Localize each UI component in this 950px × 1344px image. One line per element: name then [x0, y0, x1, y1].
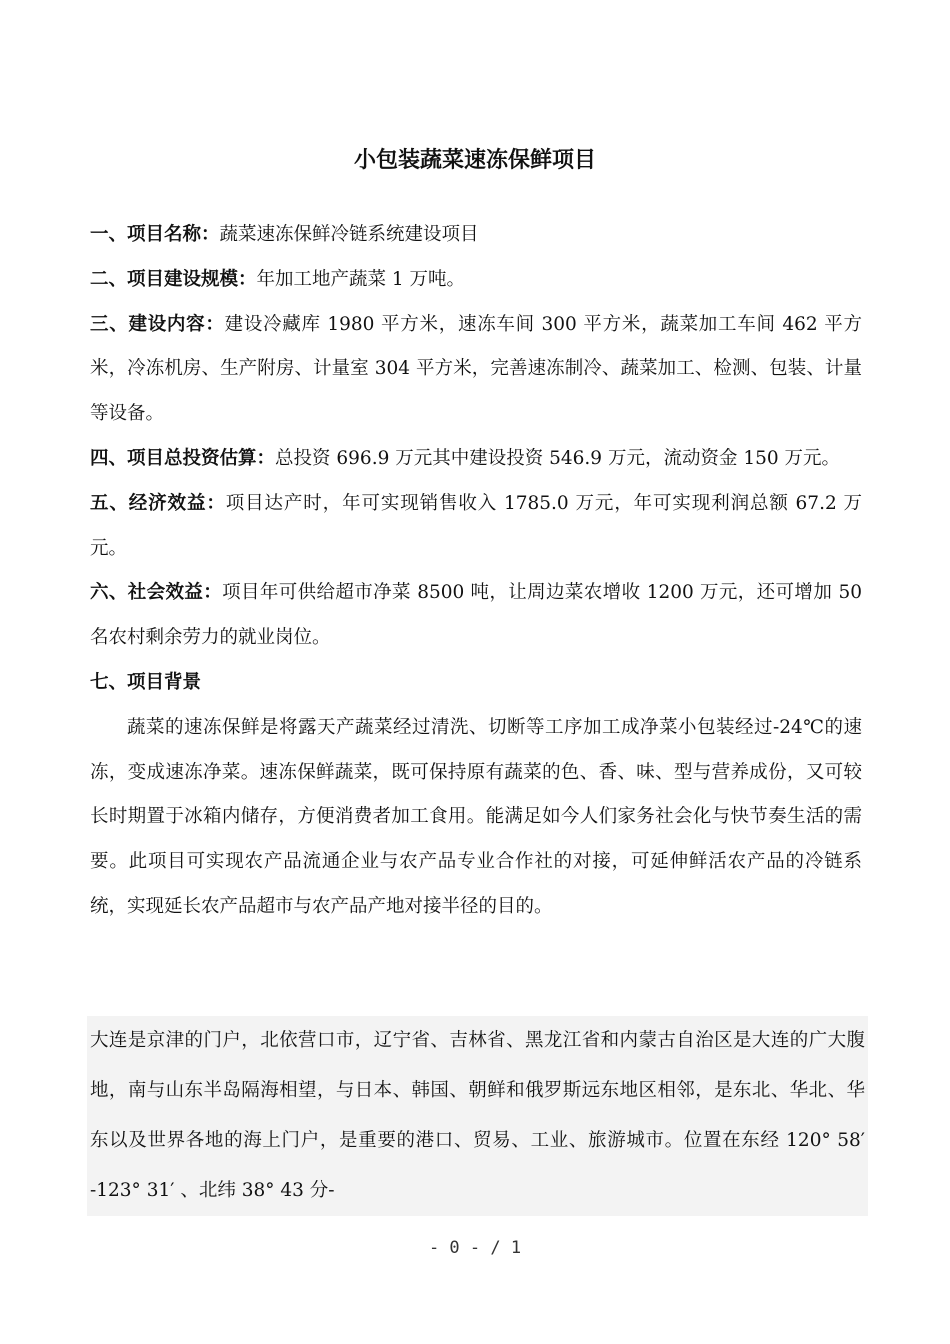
page-number: - 0 - / 1 [428, 1238, 522, 1258]
item-label: 二、项目建设规模： [90, 268, 257, 290]
item-text: 项目年可供给超市净菜 8500 吨，让周边菜农增收 1200 万元，还可增加 50 名农村剩余劳力的就业岗位。 [90, 582, 862, 649]
item-text: 建设冷藏库 1980 平方米，速冻车间 300 平方米，蔬菜加工车间 462 平方米，冷冻机房、生产附房、计量室 304 平方米，完善速冻制冷、蔬菜加工、检测、包装、计量等设备。 [90, 313, 862, 425]
item-project-name [90, 213, 862, 258]
item-label: 五、经济效益： [90, 492, 226, 514]
item-investment [90, 437, 862, 482]
item-label: 六、社会效益： [90, 582, 223, 604]
item-label: 四、项目总投资估算： [90, 447, 276, 469]
item-text: 蔬菜速冻保鲜冷链系统建设项目 [219, 224, 479, 245]
document-body [90, 213, 862, 930]
item-label: 三、建设内容： [90, 313, 225, 335]
item-label: 一、项目名称： [90, 224, 220, 245]
item-economic-benefit [90, 482, 862, 572]
item-text: 年加工地产蔬菜 1 万吨。 [256, 268, 466, 290]
item-scale [90, 258, 862, 303]
dalian-paragraph: 大连是京津的门户，北依营口市，辽宁省、吉林省、黑龙江省和内蒙古自治区是大连的广大腹地，南与山东半岛隔海相望，与日本、韩国、朝鲜和俄罗斯远东地区相邻，是东北、华北、华东以及世界各地的海上门户，是重要的港口、贸易、工业、旅游城市。位置在东经 120° 58′ -123° 31′ 、北纬 38° 43 分- [87, 1016, 868, 1216]
item-social-benefit [90, 571, 862, 661]
background-paragraph: 蔬菜的速冻保鲜是将露天产蔬菜经过清洗、切断等工序加工成净菜小包装经过-24℃的速冻，变成速冻净菜。速冻保鲜蔬菜，既可保持原有蔬菜的色、香、味、型与营养成份，又可较长时期置于冰箱内储存，方便消费者加工食用。能满足如今人们家务社会化与快节奏生活的需要。此项目可实现农产品流通企业与农产品专业合作社的对接，可延伸鲜活农产品的冷链系统，实现延长农产品超市与农产品产地对接半径的目的。 [90, 716, 862, 917]
item-text: 项目达产时，年可实现销售收入 1785.0 万元，年可实现利润总额 67.2 万元。 [90, 492, 862, 559]
item-content [90, 303, 862, 437]
item-text: 总投资 696.9 万元其中建设投资 546.9 万元，流动资金 150 万元。 [275, 447, 841, 469]
background-heading: 七、项目背景 [90, 671, 202, 693]
document-title: 小包装蔬菜速冻保鲜项目 [353, 148, 596, 173]
